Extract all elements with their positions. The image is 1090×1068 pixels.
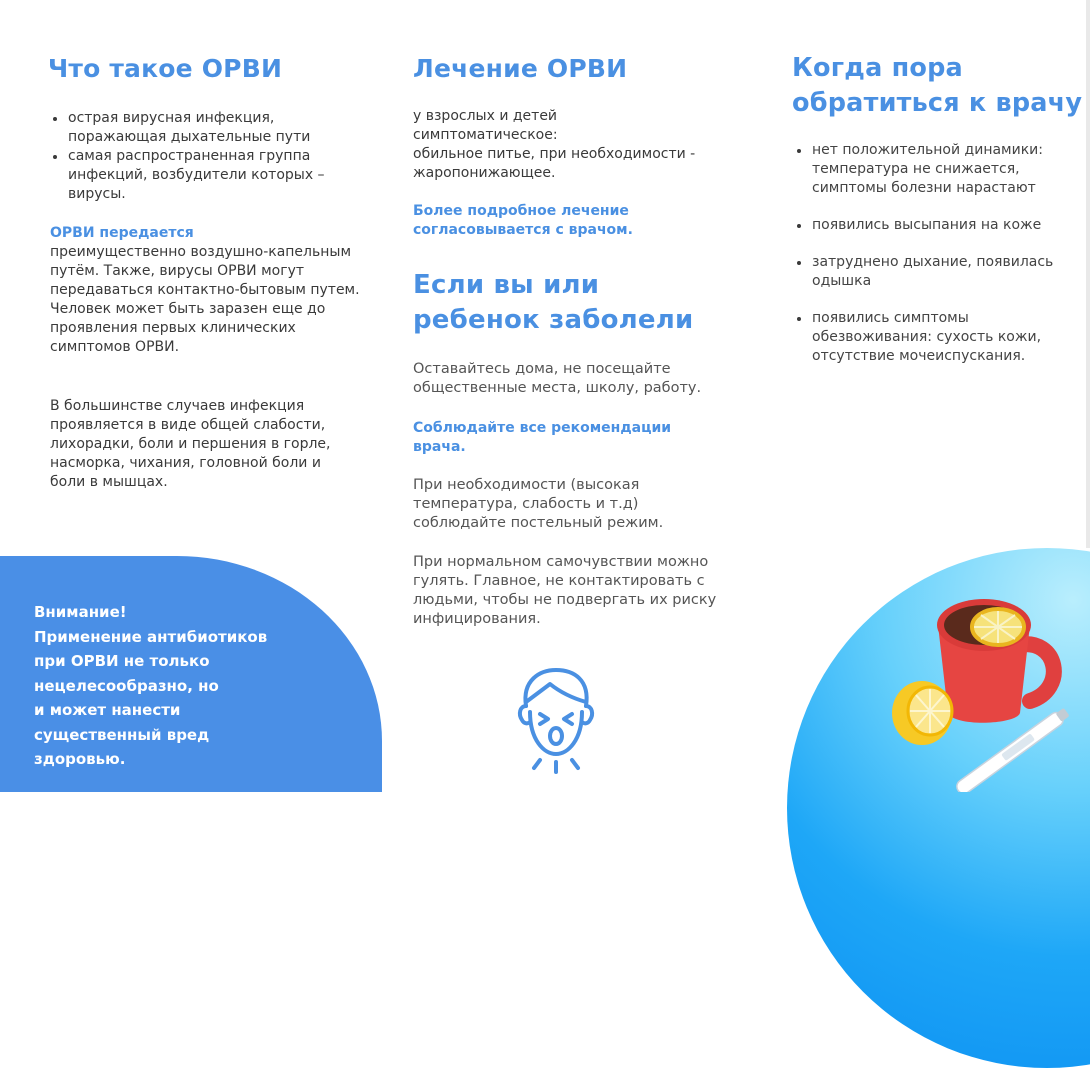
transmit-text: преимущественно воздушно-капельным путём. Также, вирусы ОРВИ могут передаваться контактно-бытовым путем. Человек может быть заразен еще до проявления первых клинических симптомов ОРВИ. bbox=[50, 244, 360, 355]
doctor-reasons-list bbox=[792, 141, 1086, 366]
walk-text: При нормальном самочувствии можно гулять. Главное, не контактировать с людьми, чтобы не подвергать их риску инфицирования. bbox=[413, 554, 717, 627]
list-item: самая распространенная группа инфекций, возбудители которых – вирусы. bbox=[48, 147, 366, 204]
follow-recommendations: Соблюдайте все рекомендации врача. bbox=[413, 420, 672, 455]
see-doctor-title-text: Когда пора обратиться к врачу bbox=[792, 53, 1083, 118]
treatment-line: жаропонижающее. bbox=[413, 165, 556, 181]
section-title-if-ill: Если вы или ребенок заболели bbox=[413, 270, 694, 335]
list-item: острая вирусная инфекция, поражающая дыхательные пути bbox=[48, 109, 366, 147]
definition-list bbox=[48, 109, 366, 204]
treatment-line: обильное питье, при необходимости - bbox=[413, 146, 696, 162]
warning-line: при ОРВИ не только bbox=[34, 652, 210, 670]
warning-line: Внимание! bbox=[34, 603, 127, 621]
warning-line: здоровью. bbox=[34, 750, 126, 768]
bed-rest-text: При необходимости (высокая температура, слабость и т.д) соблюдайте постельный режим. bbox=[413, 477, 664, 531]
section-title-treatment: Лечение ОРВИ bbox=[413, 54, 628, 83]
transmit-heading: ОРВИ передается bbox=[50, 225, 194, 241]
doctor-note: Более подробное лечение согласовывается с врачом. bbox=[413, 203, 633, 238]
list-item: появились симптомы обезвоживания: сухость кожи, отсутствие мочеиспускания. bbox=[792, 309, 1086, 366]
stay-home-text: Оставайтесь дома, не посещайте общественные места, школу, работу. bbox=[413, 361, 702, 396]
list-item: затруднено дыхание, появилась одышка bbox=[792, 253, 1086, 291]
warning-line: Применение антибиотиков bbox=[34, 627, 268, 646]
treatment-line: у взрослых и детей bbox=[413, 108, 558, 124]
section-title-see-doctor bbox=[792, 51, 1090, 121]
antibiotics-warning bbox=[34, 600, 334, 772]
sneezing-face-icon bbox=[510, 662, 602, 774]
treatment-text bbox=[413, 107, 733, 183]
treatment-line: симптоматическое: bbox=[413, 127, 558, 143]
section-title-what-is: Что такое ОРВИ bbox=[48, 54, 283, 83]
list-item: появились высыпания на коже bbox=[792, 216, 1086, 235]
list-item: нет положительной динамики: температура не снижается, симптомы болезни нарастают bbox=[792, 141, 1086, 198]
symptoms-text: В большинстве случаев инфекция проявляется в виде общей слабости, лихорадки, боли и першения в горле, насморка, чихания, головной боли и боли в мышцах. bbox=[50, 398, 331, 490]
warning-line: и может нанести bbox=[34, 701, 181, 719]
warning-line: нецелесообразно, но bbox=[34, 676, 219, 695]
tea-cup-lemon-thermometer-icon bbox=[880, 585, 1090, 792]
warning-line: существенный вред bbox=[34, 725, 210, 744]
